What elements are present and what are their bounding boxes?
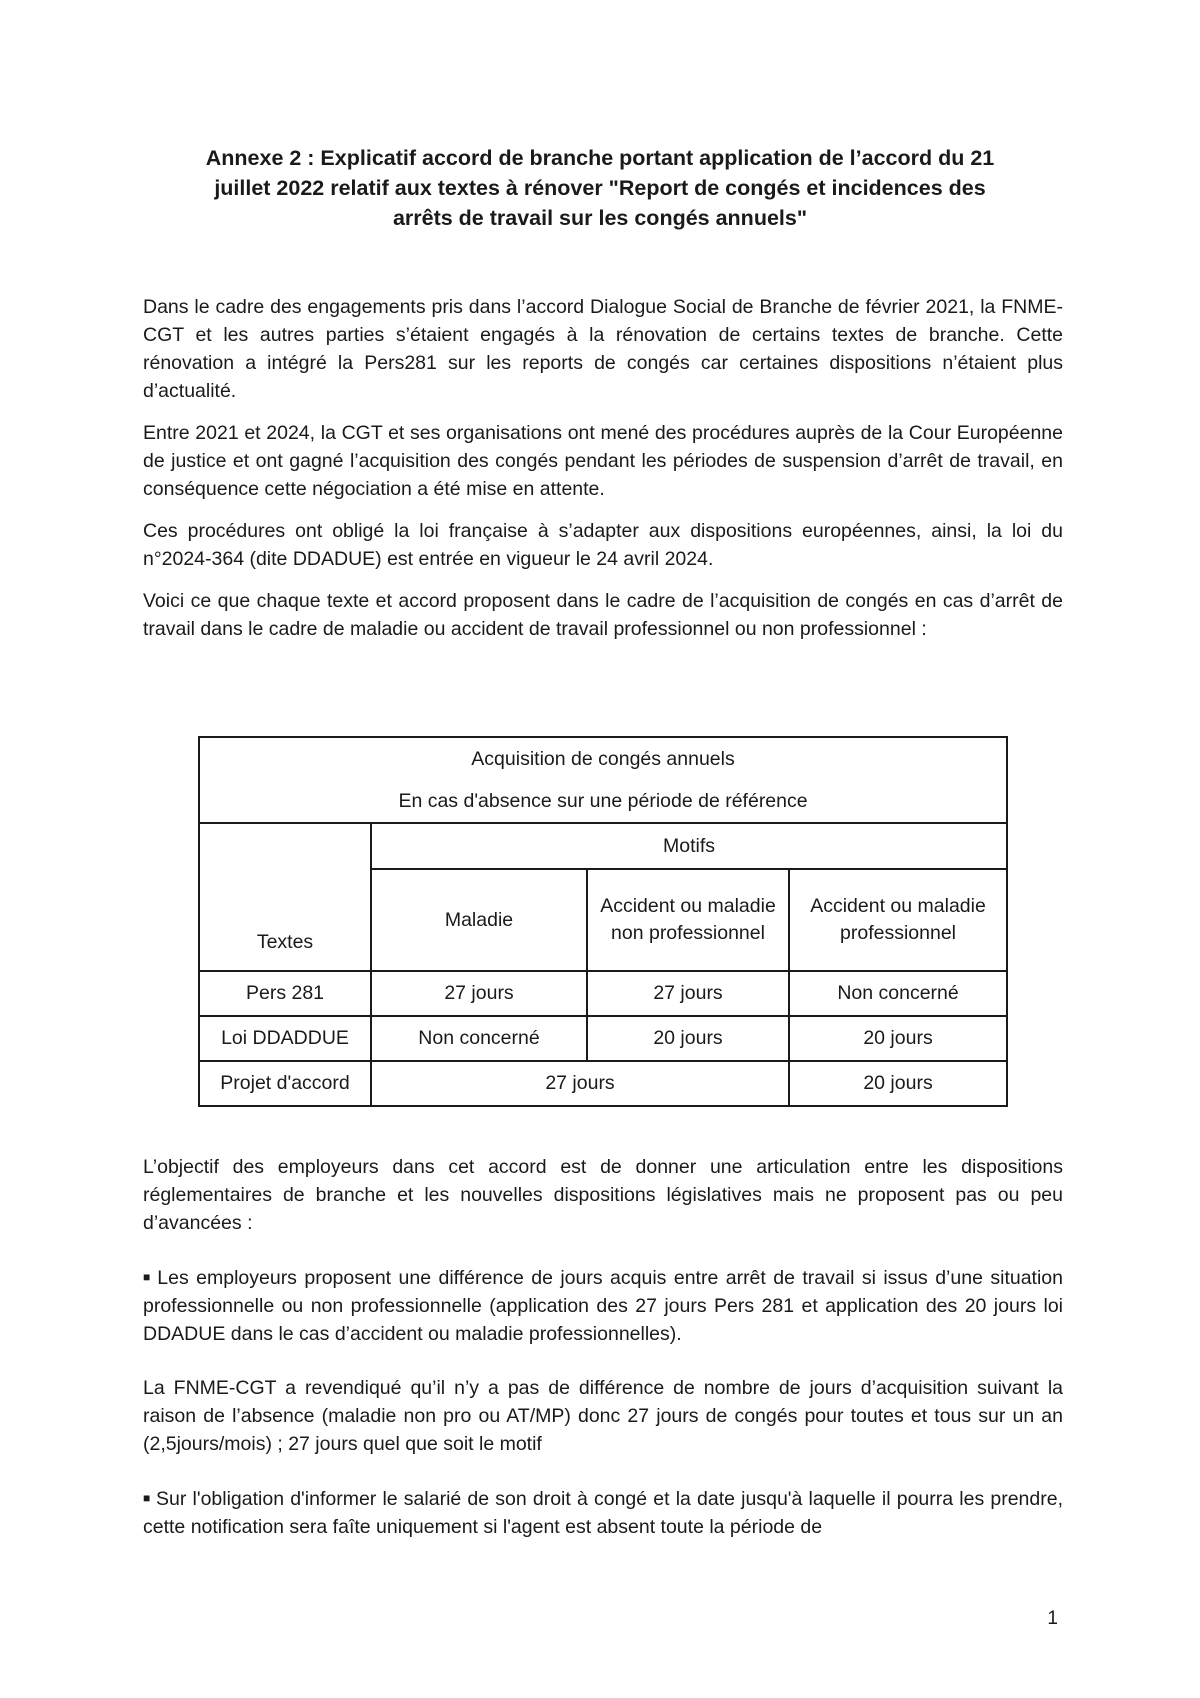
table-cell: 20 jours <box>789 1061 1007 1106</box>
bullet-text-1: Les employeurs proposent une différence de jours acquis entre arrêt de travail si issus d’une situation professionnelle ou non professionnelle (application des 27 jours Pers 281 et application des 20 jours loi DDADUE dans le cas d’accident ou maladie professionnelles). <box>143 1267 1063 1345</box>
analysis-section <box>143 1153 1063 1555</box>
table-cell: 27 jours <box>371 971 587 1016</box>
title-line-3: arrêts de travail sur les congés annuels" <box>392 206 808 230</box>
table-row <box>199 1016 1007 1061</box>
page-number: 1 <box>1047 1608 1058 1629</box>
acquisition-table-wrapper <box>198 736 1006 1107</box>
textes-header: Textes <box>199 823 371 971</box>
intro-paragraph-1: Dans le cadre des engagements pris dans l’accord Dialogue Social de Branche de février 2021, la FNME-CGT et les autres parties s’étaient engagés à la rénovation de certains textes de branche. Cette rénovation a intégré la Pers281 sur les reports de congés car certaines dispositions n’étaient plus d’actualité. <box>143 296 1063 402</box>
intro-section <box>143 293 1063 657</box>
table-cell: 20 jours <box>789 1016 1007 1061</box>
table-row <box>199 971 1007 1016</box>
intro-paragraph-4: Voici ce que chaque texte et accord proposent dans le cadre de l’acquisition de congés en cas d’arrêt de travail dans le cadre de maladie ou accident de travail professionnel ou non professionnel : <box>143 590 1063 640</box>
bullet-item-1 <box>143 1263 1063 1348</box>
row-label: Projet d'accord <box>199 1061 371 1106</box>
table-row <box>199 1061 1007 1106</box>
table-cell: 27 jours <box>587 971 789 1016</box>
bullet-icon: ■ <box>143 1270 153 1284</box>
table-cell: Non concerné <box>371 1016 587 1061</box>
table-title-line-2: En cas d'absence sur une période de référence <box>398 790 808 812</box>
column-header-maladie: Maladie <box>371 869 587 971</box>
table-cell: 20 jours <box>587 1016 789 1061</box>
title-line-1: Annexe 2 : Explicatif accord de branche portant application de l’accord du 21 <box>205 146 995 170</box>
table-title-cell <box>199 737 1007 823</box>
motifs-header: Motifs <box>371 823 1007 869</box>
document-title <box>150 143 1050 233</box>
title-line-2: juillet 2022 relatif aux textes à rénover "Report de congés et incidences des <box>214 176 986 200</box>
table-cell-merged: 27 jours <box>371 1061 789 1106</box>
bullet-text-2: Sur l'obligation d'informer le salarié de son droit à congé et la date jusqu'à laquelle il pourra les prendre, cette notification sera faîte uniquement si l'agent est absent toute la période de <box>143 1488 1063 1538</box>
column-header-professionnel: Accident ou maladie professionnel <box>789 869 1007 971</box>
row-label: Pers 281 <box>199 971 371 1016</box>
analysis-paragraph-2: La FNME-CGT a revendiqué qu’il n’y a pas de différence de nombre de jours d’acquisition suivant la raison de l’absence (maladie non pro ou AT/MP) donc 27 jours de congés pour toutes et tous sur un an (2,5jours/mois) ; 27 jours quel que soit le motif <box>143 1377 1063 1455</box>
analysis-paragraph-1: L’objectif des employeurs dans cet accord est de donner une articulation entre les dispositions réglementaires de branche et les nouvelles dispositions législatives mais ne proposent pas ou peu d’avancées : <box>143 1156 1063 1234</box>
table-cell: Non concerné <box>789 971 1007 1016</box>
bullet-icon: ■ <box>143 1491 151 1505</box>
intro-paragraph-2: Entre 2021 et 2024, la CGT et ses organisations ont mené des procédures auprès de la Cour Européenne de justice et ont gagné l’acquisition des congés pendant les périodes de suspension d’arrêt de travail, en conséquence cette négociation a été mise en attente. <box>143 422 1063 500</box>
acquisition-table <box>198 736 1008 1107</box>
bullet-item-2 <box>143 1484 1063 1541</box>
row-label: Loi DDADDUE <box>199 1016 371 1061</box>
column-header-non-professionnel: Accident ou maladie non professionnel <box>587 869 789 971</box>
table-title-line-1: Acquisition de congés annuels <box>471 748 735 770</box>
intro-paragraph-3: Ces procédures ont obligé la loi française à s’adapter aux dispositions européennes, ainsi, la loi du n°2024-364 (dite DDADUE) est entrée en vigueur le 24 avril 2024. <box>143 520 1063 570</box>
